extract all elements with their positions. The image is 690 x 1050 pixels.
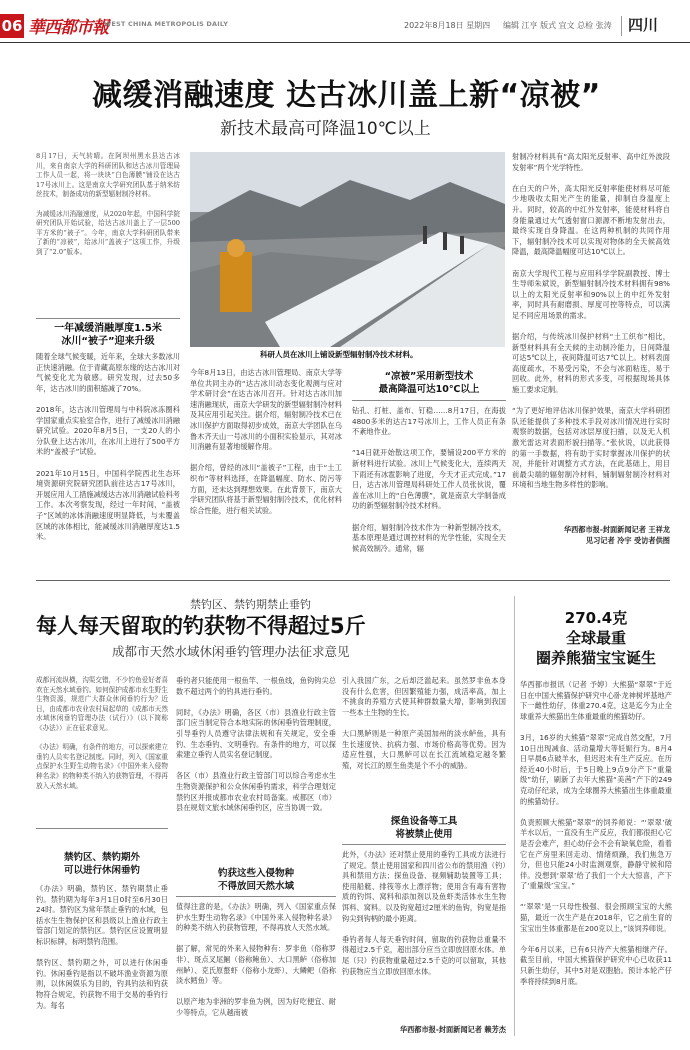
fishing-subhead-3: 探鱼设备等工具 将被禁止使用: [390, 816, 458, 840]
panda-headline: 270.4克 全球最重 圈养熊猫宝宝诞生: [535, 609, 656, 667]
fishing-subhead-2: 钓获这些入侵物种 不得放回天然水域: [217, 868, 294, 892]
fishing-subhead2-rule: [176, 896, 336, 897]
subhead1-rule-top: [36, 318, 180, 319]
fishing-col2b-text: 值得注意的是，《办法》明确，列入《国家重点保护水生野生动物名录》《中国外来入侵物种名录》的种类不纳入钓获物管理，不得再放人天然水域。 据了解，常见的外来入侵物种有：罗非鱼（俗称罗非）、斑点叉尾鮰（俗称鲍鱼）、大口黑鲈（俗称加州鲈）、克氏原螯虾（俗称小龙虾）、大鳞鲃（俗称淡水鳕鱼）等。 以原产地为非洲的罗非鱼为例，因为好吃便宜、耐少等特点，它从越南被: [176, 902, 336, 1017]
section-rule: [36, 580, 670, 581]
top-subhead-2: “凉被”采用新型技术 最高降温可达10℃以上: [378, 371, 480, 395]
section-label: 四川: [628, 16, 659, 34]
panda-column-divider: [514, 596, 515, 1036]
newspaper-logo: 華西都市報: [28, 18, 108, 38]
top-col2-text: 今年8月13日，由达古冰川管理局、南京大学等单位共同主办的“达古冰川动态变化观测与应对学术研讨会”在达古冰川召开。针对达古冰川加速消融现状，南京大学研发的新型辐射制冷材料及其应用引起关注。据介绍，辐射制冷技术已在冰川保护方面取得初步成效，南京大学团队在乌鲁木齐天山一号冰川的小面积实验显示，其对冰川消融有显著地缓解作用。 据介绍，曾经的冰川“盖被子”工程，由于“土工织布”等材料选择，在降温幅度、防水、防污等方面，还未达到理想效果。在此背景下，南京大学研究团队将基于新型辐射制冷技术，优化材料综合性能，进行相关试验。: [190, 368, 342, 515]
fishing-subheadline: 成都市天然水域休闲垂钓管理办法征求意见: [112, 644, 350, 659]
top-col4-text: 射制冷材料具有“高太阳光反射率、高中红外波段发射率”两个光学特性。 在白天的户外，高太阳光反射率能使材料尽可能少地吸收太阳光产生的能量，抑制自身温度上升。同时，较高的中红外发射率，能使材料将自身能量通过大气透射窗口源源不断地发射出去，最终实现自身降温。在这两种机制的共同作用下，辐射制冷技术可以实现对物体的全天候高效降温，最高降温幅度可达10℃以上。 南京大学现代工程与应用科学学院副教授、博士生导师朱斌说，新型辐射制冷技术材料拥有98%以上的太阳光反射率和90%以上的中红外发射率，同时具有耐磨损、厚度可控等特点，可以满足不同应用场景的需求。 据介绍，与传统冰川保护材料“土工织布”相比，新型材料具有全天候的主动制冷能力，日间降温可达5℃以上，夜间降温可达7℃以上。材料表面高度疏水，不易受污染，不会与冰面粘连，易于回收。此外，材料的形式多变，可根据现场具体施工要求定制。 “为了更好地评估冰川保护效果，南京大学科研团队还能提供了多种技术手段对冰川情况进行实时观察的数据，包括对冰层厚度扫描，以及无人机激光雷达对表面形貌扫描等。”张伙说，以此获得的第一手数据，将有助于实时掌握冰川保护的状况，并能针对调整方式方法，在此基础上，用目前最尖端的辐射制冷材料，铺制辐射制冷材料对环境和当地生物多样性的影响。: [512, 152, 670, 490]
newspaper-logo-english: WEST CHINA METROPOLIS DAILY: [104, 20, 229, 28]
panda-text: 华西都市报讯（记者 予婷）大熊猫“翠翠”于近日在中国大熊猫保护研究中心卧龙神树坪基地产下一雌性幼仔，体重270.4克，这是迄今为止全球重养大熊猫出生体重最重的熊猫幼仔。 3月，16岁的大熊猫“翠翠”完成自然交配，7月10日出现减食、活动量增大等妊娠行为。8月4日早晨6点破羊水，但迟迟未有生产反应。在历经近40小时后，于5日晚上9点9分产下“重量级”幼仔，刷新了去年大熊猫“美茜”产下的249克动仔纪录，成为全球圈养大熊猫出生体重最重的熊猫幼仔。 负责照顾大熊猫“翠翠”的饲养师说：“‘翠翠’破羊水以后，一直没有生产反应，我们都很担心它是否会难产，担心幼仔会不会有缺氧危险，看着它在产房里来回走动、情绪烦躁，我们焦急万分，但也只能24小时监测观察，静静守候和陪伴。没想到‘翠翠’给了我们一个大大惊喜，产下了‘重量级’宝宝。” “‘翠翠’是一只母性极强、很会照顾宝宝的大熊猫，最近一次生产是在2018年，它之前生育的宝宝出生体重都是在200克以上，”该饲养师说。 今年6月以来，已有6只待产大熊猫相继产仔。截至目前，中国大熊猫保护研究中心已收获11只新生幼仔，其中5对是双胞胎。预计本轮产仔季将持续到8月底。: [520, 680, 672, 986]
fishing-subhead-1: 禁钓区、禁钓期外 可以进行休闲垂钓: [63, 852, 140, 876]
masthead-rule: [0, 42, 690, 43]
fishing-kicker: 禁钓区、禁钓期禁止垂钓: [190, 598, 311, 611]
top-story-lead: 8月17日，天气转晴。在阿坝州黑水县达古冰川，来自南京大学的科研团队和达古冰川管理局工作人员一起，将一块块“白色薄膜”铺设在达古17号冰川上。这是南京大学研究团队基于纳米纺丝技术，制备成功的新型辐射制冷材料。 为减缓冰川消融速度，从2020年起，中国科学院研究团队开始试验，给达古冰川盖上了一层500平方米的“被子”。今年，南京大学科研团队带来了新的“凉被”，给冰川“盖被子”这项工作，升级到了“2.0”版本。: [36, 152, 180, 256]
page-number: 06: [1, 17, 23, 35]
fishing-lead: 成都河流纵横，沟渠交错，不少钓鱼爱好者喜欢在天然水域垂钓。如何保护成都市水生野生生物资源，规范广大群众休闲垂钓行为？近日，由成都市农业农村局起草的《成都市天然水域休闲垂钓管理办法（试行）》（以下简称《办法》）正在征求意见。 《办法》明确，有条件的地方，可以探索建立垂钓人员实名登记制度。同时，列入《国家重点保护水生野生动物名录》《中国外来入侵物种名录》的物种类不纳入钓获物管理，不得再放入天然水域。: [36, 676, 168, 790]
fishing-col3b-text: 此外，《办法》还对禁止使用的垂钓工具成方法进行了规定。禁止使用国家和四川省公布的禁用渔（钓）具和禁用方法；探鱼设备、视频辅助装置等工具；使用船艇、排筏等水上漂浮物；使用含有毒有害物质的钓饵、窝料和添加剂以及鱼虾类活体水生生物饵料、窝料。以及钩宽超过2厘米的鱼钩，钩宽是指钩尖到钩柄的最小距离。 垂钓者每人每天垂钓时间，留取的钓获物总重量不得超过2.5千克，超出部分应当立即放回原水体。单尾（只）钓获物重量超过2.5千克的可以留取，其他钓获物应当立即放回原水体。: [342, 850, 506, 976]
fishing-col2-text: 垂钓者只能使用一根鱼竿、一根鱼线，鱼钩钩尖总数不超过两个的钓具进行垂钓。 同时，《办法》明确，各区（市）县渔业行政主管部门应当制定符合本地实际的休闲垂钓管理制度，引导垂钓人员遵守法律法规和有关规定，安全垂钓、生态垂钓、文明垂钓。有条件的地方，可以探索建立垂钓人员实名登记制度。 各区（市）县渔业行政主管部门可以综合考虑水生生物资源保护和公众休闲垂钓需求，科学合理划定禁钓区并报成都市农业农村局备案。戒都区（市）县在规划文旅水域休闲垂钓区，应当协调一致。: [176, 676, 336, 813]
staff-line: 编辑 江亨 版式 宜文 总检 张涛: [503, 21, 612, 30]
date-line: 2022年8月18日 星期四: [404, 21, 491, 30]
fishing-col1-text: 《办法》明确，禁钓区、禁钓期禁止垂钓。禁钓期为每年3月1日0时至6月30日24时。禁钓区为常年禁止垂钓的水域，包括水生生物保护区和县级以上渔业行政主管部门划定的禁钓区。禁钓区应设置明显标识标牌，标明禁钓范围。 禁钓区、禁钓期之外，可以进行休闲垂钓。休闲垂钓是指以不破坏渔业资源为原则，以休闲娱乐为目的，钓具钓法和钓获物符合规定，钓获物不用于交易的垂钓行为。每名: [36, 884, 168, 1010]
top-story-headline: 减缓消融速度 达古冰川盖上新“凉被”: [92, 78, 601, 113]
fishing-subhead3-rule: [342, 844, 506, 845]
subhead2-rule: [352, 400, 506, 401]
top-story-byline: 华西都市报-封面新闻记者 王祥龙 见习记者 冷宇 受访者供图: [563, 525, 670, 545]
fishing-subhead1-rule-top: [36, 828, 168, 829]
top-subhead-1: 一年减缓消融厚度1.5米 冰川“被子”迎来升级: [54, 323, 162, 347]
glacier-photo-illustration: [190, 152, 505, 347]
top-story-subheadline: 新技术最高可降温10℃以上: [220, 119, 431, 139]
glacier-photo: [190, 152, 505, 347]
section-divider: [621, 16, 622, 36]
top-col1-text: 随着全球气候变暖，近年来，全球大多数冰川正快速消融。位于青藏高原东缘的达古冰川对气候变化尤为敏感。研究发现，过去50多年，达古冰川的面积缩减了70%。 2018年，达古冰川管理局与中科院冰冻圈科学国家重点实验室合作，进行了减缓冰川消融研究试验。2020年8月5日，一支20人的小分队登上达古冰川，在冰川上进行了500平方米的“盖被子”试验。 2021年10月15日，中国科学院西北生态环境资源研究院研究团队前往达古17号冰川，开展应用人工措施减缓达古冰川消融试验科考工作。本次考察发现，经过一年时间，“盖被子”区域的冰体消融速度明显降低，与未覆盖区域的冰体相比，能减缓冰川消融厚度达1.5米。: [36, 352, 180, 542]
fishing-col3-text: 引入我国广东，之后却泛滥起来。虽然罗非鱼本身没有什么危害，但因繁殖能力强，成活率高，加上不挑食的养殖方式使其种群数量大增，影响到我国一些本土生物的生长。 大口黑鲈则是一种原产美国加州的淡水鲈鱼，具有生长速度快、抗病力强、市场价格高等优势。因为适应性强，大口黑鲈可以在长江流域稳定越冬繁殖，对长江的原生鱼类是个不小的威胁。: [342, 676, 506, 770]
fishing-headline: 每人每天留取的钓获物不得超过5斤: [36, 614, 366, 638]
photo-caption: 科研人员在冰川上铺设新型辐射制冷技术材料。: [260, 350, 418, 359]
fishing-byline: 华西都市报-封面新闻记者 赖芳杰: [399, 1025, 506, 1034]
top-col3-text: 钻孔、打桩、盖布、钉稳……8月17日，在海拔4800多米的达古17号冰川上，工作人员正有条不紊地作业。 “14日就开始散这项工作，要铺设200平方米的新材料进行试验。冰川上气候变化大，连续两天下雨还有冰雹影响了进度，今天才正式完成。”17日，达古冰川管理局科研处工作人员张伙说，覆盖在冰川上的“白色薄膜”，就是南京大学制备成功的新型辐射制冷技术材料。 据介绍，辐射制冷技术作为一种新型制冷技术，基本原理是通过调控材料的光学性能，实现全天候高效制冷。通常，辐: [352, 406, 506, 553]
